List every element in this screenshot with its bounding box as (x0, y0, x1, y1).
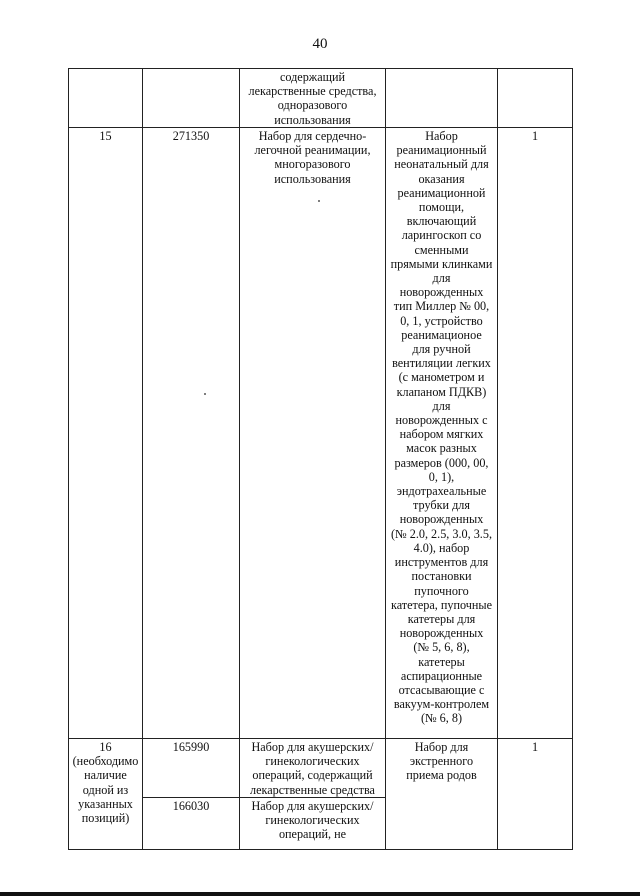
page-number: 40 (312, 36, 328, 52)
cell-code: 166030 (143, 798, 240, 850)
equipment-table (68, 68, 573, 850)
cell-name: содержащий лекарственные средства, одноразового использования (240, 69, 386, 128)
cell-description: Набор реанимационный неонатальный для оказания реанимационной помощи, включающий ларингоскоп со сменными прямыми клинками для новорожденных тип Миллер № 00, 0, 1, устройство реанимационое для ручной вентиляции легких (с манометром и клапаном ПДКВ) для новорожденных с набором мягких масок разных размеров (000, 00, 0, 1), эндотрахеальные трубки для новорожденных (№ 2.0, 2.5, 3.0, 3.5, 4.0), набор инструментов для постановки пупочного катетера, пупочные катетеры для новорожденных (№ 5, 6, 8), катетеры аспирационные отсасывающие с вакуум-контролем (№ 6, 8) (386, 128, 498, 739)
cell-number: 16 (необходимо наличие одной из указанных позиций) (69, 739, 143, 850)
table-row (69, 128, 573, 739)
cell-name: Набор для акушерских/ гинекологических операций, не (240, 798, 386, 850)
table-row (69, 739, 573, 798)
table-row (69, 69, 573, 128)
cell-quantity: 1 (498, 128, 573, 739)
cell-quantity (498, 69, 573, 128)
cell-number (69, 69, 143, 128)
cell-name: Набор для сердечно- легочной реанимации, многоразового использования (240, 128, 386, 739)
cell-description: Набор для экстренного приема родов (386, 739, 498, 850)
cell-quantity: 1 (498, 739, 573, 850)
cell-code: 165990 (143, 739, 240, 798)
scan-speck (318, 200, 320, 202)
scan-speck (204, 393, 206, 395)
cell-description (386, 69, 498, 128)
cell-code (143, 69, 240, 128)
cell-code: 271350 (143, 128, 240, 739)
scan-edge (0, 892, 640, 896)
cell-name: Набор для акушерских/ гинекологических операций, содержащий лекарственные средства (240, 739, 386, 798)
cell-number: 15 (69, 128, 143, 739)
